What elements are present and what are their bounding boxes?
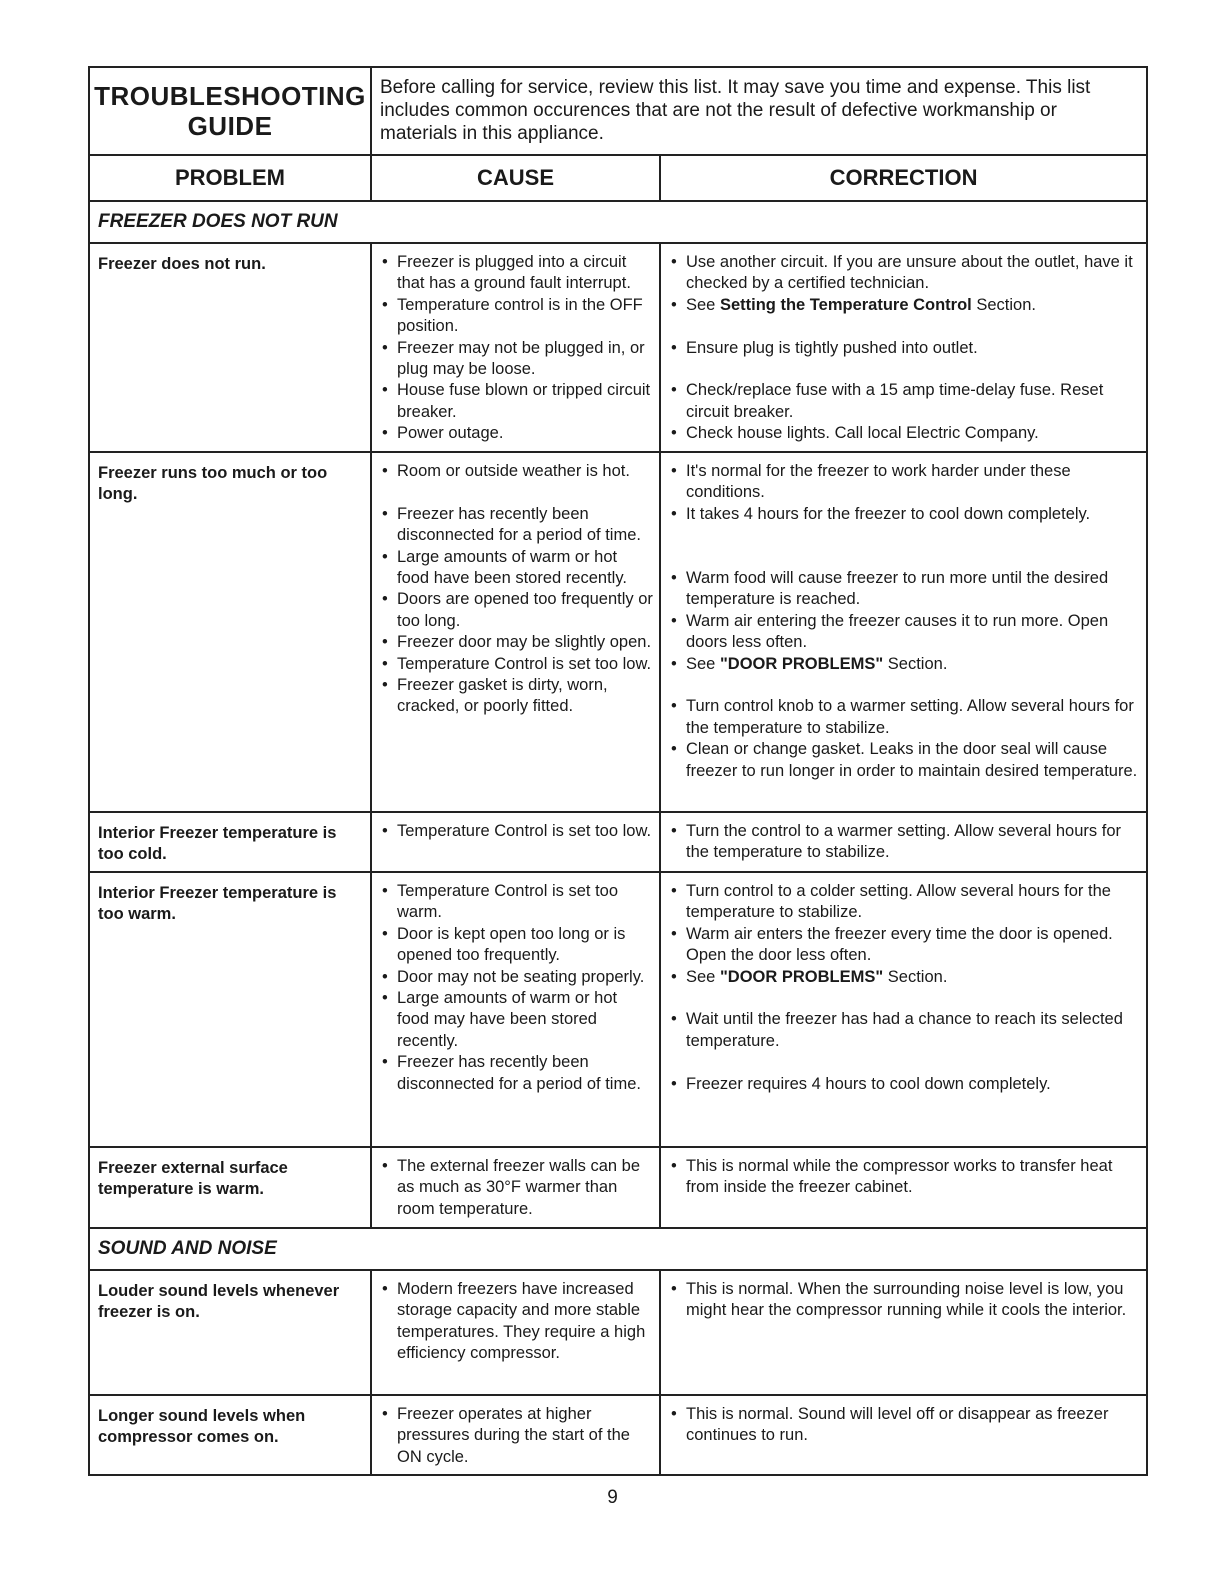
cause-list: [371, 812, 660, 872]
bullet-icon: •: [382, 967, 388, 986]
correction-item: • Ensure plug is tightly pushed into outlet.: [671, 338, 1140, 359]
bullet-icon: •: [382, 882, 388, 900]
bullet-icon: •: [671, 424, 677, 443]
cause-item: • The external freezer walls can be as much as 30°F warmer than room temperature.: [382, 1157, 641, 1218]
troubleshooting-table: [88, 66, 1148, 1476]
cause-item: • Freezer door may be slightly open.: [382, 632, 653, 653]
guide-title-line2: GUIDE: [187, 111, 273, 141]
section-heading-sound-and-noise: SOUND AND NOISE: [89, 1228, 1147, 1270]
page-number: 9: [607, 1487, 618, 1508]
column-header-cause: CAUSE: [371, 155, 660, 201]
table-row: [89, 243, 1147, 452]
bullet-icon: •: [671, 462, 677, 480]
cause-item: • Freezer has recently been disconnected for a period of time.: [382, 504, 641, 545]
bullet-icon: •: [671, 654, 677, 673]
bullet-icon: •: [671, 1280, 677, 1298]
bullet-icon: •: [382, 633, 388, 652]
table-row: [89, 872, 1147, 1147]
correction-item: • This is normal while the compressor works to transfer heat from inside the freezer cabinet.: [671, 1157, 1113, 1197]
correction-item: • Check/replace fuse with a 15 amp time-delay fuse. Reset circuit breaker.: [671, 381, 1104, 421]
bullet-icon: •: [382, 676, 388, 695]
bullet-icon: •: [671, 740, 677, 759]
correction-item: • This is normal. When the surrounding noise level is low, you might hear the compressor running while it cools the interior.: [671, 1280, 1127, 1320]
correction-item: • Use another circuit. If you are unsure about the outlet, have it checked by a certified technician.: [671, 253, 1133, 293]
cause-item: • Temperature control is in the OFF position.: [382, 295, 643, 336]
correction-item: • It's normal for the freezer to work harder under these conditions.: [671, 462, 1071, 502]
cause-item: • Freezer has recently been disconnected for a period of time.: [382, 1053, 641, 1093]
correction-item: • Check house lights. Call local Electric Company.: [671, 423, 1140, 444]
bullet-icon: •: [382, 547, 388, 566]
cause-item: • House fuse blown or tripped circuit breaker.: [382, 381, 651, 421]
problem-text: Interior Freezer temperature is too warm.: [89, 872, 371, 1147]
bullet-icon: •: [671, 1074, 677, 1093]
cause-item: • Modern freezers have increased storage capacity and more stable temperatures. They require a high efficiency compressor.: [382, 1280, 646, 1363]
correction-item: • See "DOOR PROBLEMS" Section.: [671, 654, 1140, 675]
bullet-icon: •: [382, 989, 388, 1008]
bullet-icon: •: [382, 338, 388, 357]
table-row: [89, 1395, 1147, 1475]
cause-item: • Freezer may not be plugged in, or plug may be loose.: [382, 338, 645, 379]
table-row: [89, 812, 1147, 872]
bullet-icon: •: [671, 1010, 677, 1029]
correction-item: • Turn the control to a warmer setting. Allow several hours for the temperature to stabilize.: [671, 822, 1121, 862]
cause-list: [371, 1147, 660, 1228]
cause-item: • Power outage.: [382, 423, 653, 444]
correction-item: • Wait until the freezer has had a chance to reach its selected temperature.: [671, 1010, 1123, 1050]
cause-item: • Door is kept open too long or is opened too frequently.: [382, 924, 626, 965]
bullet-icon: •: [671, 697, 677, 716]
bullet-icon: •: [671, 504, 677, 523]
cause-list: [371, 1270, 660, 1395]
table-row: [89, 1147, 1147, 1228]
bullet-icon: •: [382, 253, 388, 271]
correction-item: • Turn control knob to a warmer setting. Allow several hours for the temperature to stabilize.: [671, 697, 1134, 737]
guide-title-line1: TROUBLESHOOTING: [94, 81, 366, 111]
bullet-icon: •: [671, 569, 677, 588]
cause-item: • Freezer gasket is dirty, worn, cracked, or poorly fitted.: [382, 676, 608, 716]
cause-list: [371, 1395, 660, 1475]
bullet-icon: •: [382, 654, 388, 673]
bullet-icon: •: [671, 967, 677, 986]
bullet-icon: •: [382, 822, 388, 840]
correction-item: • Freezer requires 4 hours to cool down completely.: [671, 1074, 1140, 1095]
bullet-icon: •: [671, 822, 677, 840]
correction-list: [660, 243, 1147, 452]
cause-item: • Room or outside weather is hot.: [382, 461, 653, 482]
correction-list: [660, 452, 1147, 812]
cause-item: • Large amounts of warm or hot food have been stored recently.: [382, 547, 627, 588]
correction-list: [660, 812, 1147, 872]
problem-text: Interior Freezer temperature is too cold.: [89, 812, 371, 872]
correction-item: • Clean or change gasket. Leaks in the door seal will cause freezer to run longer in order to maintain desired temperature.: [671, 740, 1138, 780]
cause-item: • Temperature Control is set too warm.: [382, 882, 619, 922]
cause-list: [371, 872, 660, 1147]
cause-item: • Large amounts of warm or hot food may have been stored recently.: [382, 989, 618, 1050]
correction-item: • Turn control to a colder setting. Allow several hours for the temperature to stabilize.: [671, 882, 1111, 922]
correction-list: [660, 1270, 1147, 1395]
cause-item: • Freezer operates at higher pressures during the start of the ON cycle.: [382, 1405, 630, 1466]
guide-title: [89, 67, 371, 155]
bullet-icon: •: [382, 424, 388, 443]
section-heading-freezer-does-not-run: FREEZER DOES NOT RUN: [89, 201, 1147, 243]
correction-item: • Warm food will cause freezer to run more until the desired temperature is reached.: [671, 569, 1109, 609]
correction-item: • It takes 4 hours for the freezer to cool down completely.: [671, 504, 1140, 525]
cause-list: [371, 243, 660, 452]
bullet-icon: •: [671, 1405, 677, 1423]
bullet-icon: •: [382, 1053, 388, 1072]
table-row: [89, 452, 1147, 812]
correction-item: • Warm air entering the freezer causes it to run more. Open doors less often.: [671, 611, 1109, 652]
column-header-problem: PROBLEM: [89, 155, 371, 201]
problem-text: Longer sound levels when compressor comes on.: [89, 1395, 371, 1475]
cause-item: • Doors are opened too frequently or too long.: [382, 590, 653, 630]
correction-item: • This is normal. Sound will level off or disappear as freezer continues to run.: [671, 1405, 1109, 1445]
bullet-icon: •: [671, 611, 677, 630]
correction-item: • Warm air enters the freezer every time the door is opened. Open the door less often.: [671, 924, 1113, 965]
cause-list: [371, 452, 660, 812]
bullet-icon: •: [671, 1157, 677, 1175]
problem-text: Freezer does not run.: [89, 243, 371, 452]
bullet-icon: •: [382, 504, 388, 523]
bullet-icon: •: [382, 590, 388, 609]
cause-item: • Freezer is plugged into a circuit that has a ground fault interrupt.: [382, 253, 631, 293]
bullet-icon: •: [382, 381, 388, 400]
table-row: [89, 1270, 1147, 1395]
bullet-icon: •: [382, 1280, 388, 1298]
problem-text: Freezer runs too much or too long.: [89, 452, 371, 812]
correction-list: [660, 1395, 1147, 1475]
column-header-correction: CORRECTION: [660, 155, 1147, 201]
problem-text: Louder sound levels whenever freezer is on.: [89, 1270, 371, 1395]
intro-text: Before calling for service, review this list. It may save you time and expense. This list includes common occurences that are not the result of defective workmanship or materials in this appliance.: [371, 67, 1147, 155]
bullet-icon: •: [382, 1405, 388, 1423]
bullet-icon: •: [382, 924, 388, 943]
bullet-icon: •: [671, 882, 677, 900]
bullet-icon: •: [671, 253, 677, 271]
bullet-icon: •: [382, 462, 388, 480]
bullet-icon: •: [671, 338, 677, 357]
cause-item: • Temperature Control is set too low.: [382, 821, 653, 842]
cause-item: • Temperature Control is set too low.: [382, 654, 653, 675]
correction-list: [660, 1147, 1147, 1228]
bullet-icon: •: [671, 295, 677, 314]
correction-item: • See "DOOR PROBLEMS" Section.: [671, 967, 1140, 988]
problem-text: Freezer external surface temperature is warm.: [89, 1147, 371, 1228]
bullet-icon: •: [382, 1157, 388, 1175]
cause-item: • Door may not be seating properly.: [382, 967, 653, 988]
bullet-icon: •: [382, 295, 388, 314]
correction-item: • See Setting the Temperature Control Section.: [671, 295, 1140, 316]
bullet-icon: •: [671, 381, 677, 400]
bullet-icon: •: [671, 924, 677, 943]
correction-list: [660, 872, 1147, 1147]
